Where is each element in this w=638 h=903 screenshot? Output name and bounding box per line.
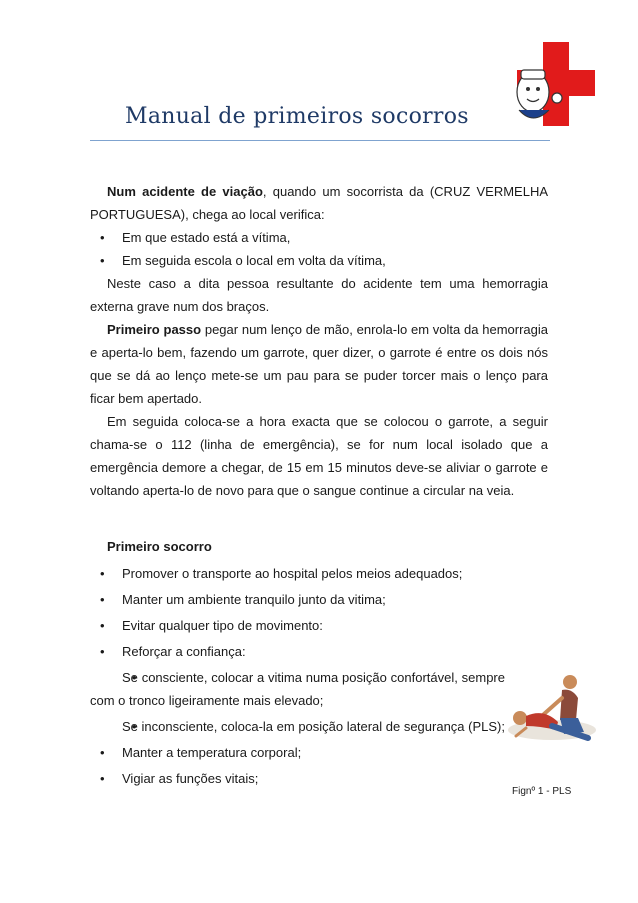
list-item: • Manter um ambiente tranquilo junto da vitima; — [90, 588, 548, 611]
intro-text: , quando um socorrista da (CRUZ VERMELHA PORTUGUESA), chega ao local verifica: — [90, 184, 548, 222]
title-underline — [90, 140, 550, 141]
red-cross-nurse-logo — [505, 40, 595, 130]
list-item: • Vigiar as funções vitais; — [90, 767, 548, 790]
section-first-aid — [90, 535, 548, 793]
tourniquet-paragraph: Em seguida coloca-se a hora exacta que se colocou o garrote, a seguir chama-se o 112 (linha de emergência), se for num local isolado que a emergência demore a chegar, de 15 em 15 minutos deve-se aliviar o garrote e voltando aperta-lo de novo para que o sangue continue a circular na veia. — [90, 414, 548, 498]
list-item: • Reforçar a confiança: — [90, 640, 548, 663]
section-accident — [90, 180, 548, 502]
list-item: • Evitar qualquer tipo de movimento: — [90, 614, 548, 637]
list-item: • Se consciente, colocar a vitima numa posição confortável, sempre com o tronco ligeiramente mais elevado; — [90, 666, 505, 712]
verification-list — [90, 226, 548, 272]
list-item: • Em que estado está a vítima, — [90, 226, 548, 249]
first-aid-heading: Primeiro socorro — [107, 539, 212, 554]
list-item: • Se inconsciente, coloca-la em posição lateral de segurança (PLS); — [90, 715, 505, 738]
hemorrhage-paragraph: Neste caso a dita pessoa resultante do acidente tem uma hemorragia externa grave num dos braços. — [90, 276, 548, 314]
list-item: • Promover o transporte ao hospital pelos meios adequados; — [90, 562, 548, 585]
pls-illustration — [506, 668, 598, 746]
list-item: • Manter a temperatura corporal; — [90, 741, 548, 764]
list-item: • Em seguida escola o local em volta da vítima, — [90, 249, 548, 272]
figure-caption: Fignº 1 - PLS — [512, 786, 572, 797]
first-step-paragraph — [90, 318, 548, 410]
intro-bold-text: Num acidente de viação — [107, 184, 263, 199]
intro-paragraph — [90, 180, 548, 226]
first-aid-list — [90, 562, 548, 790]
first-step-text: pegar num lenço de mão, enrola-lo em volta da hemorragia e aperta-lo bem, fazendo um garrote, quer dizer, o garrote é entre os dois nós que se dá ao lenço mete-se um pau para se puder torcer mais o lenço para ficar bem apertado. — [90, 322, 548, 406]
first-step-bold: Primeiro passo — [107, 322, 202, 337]
page-title: Manual de primeiros socorros — [125, 104, 469, 129]
